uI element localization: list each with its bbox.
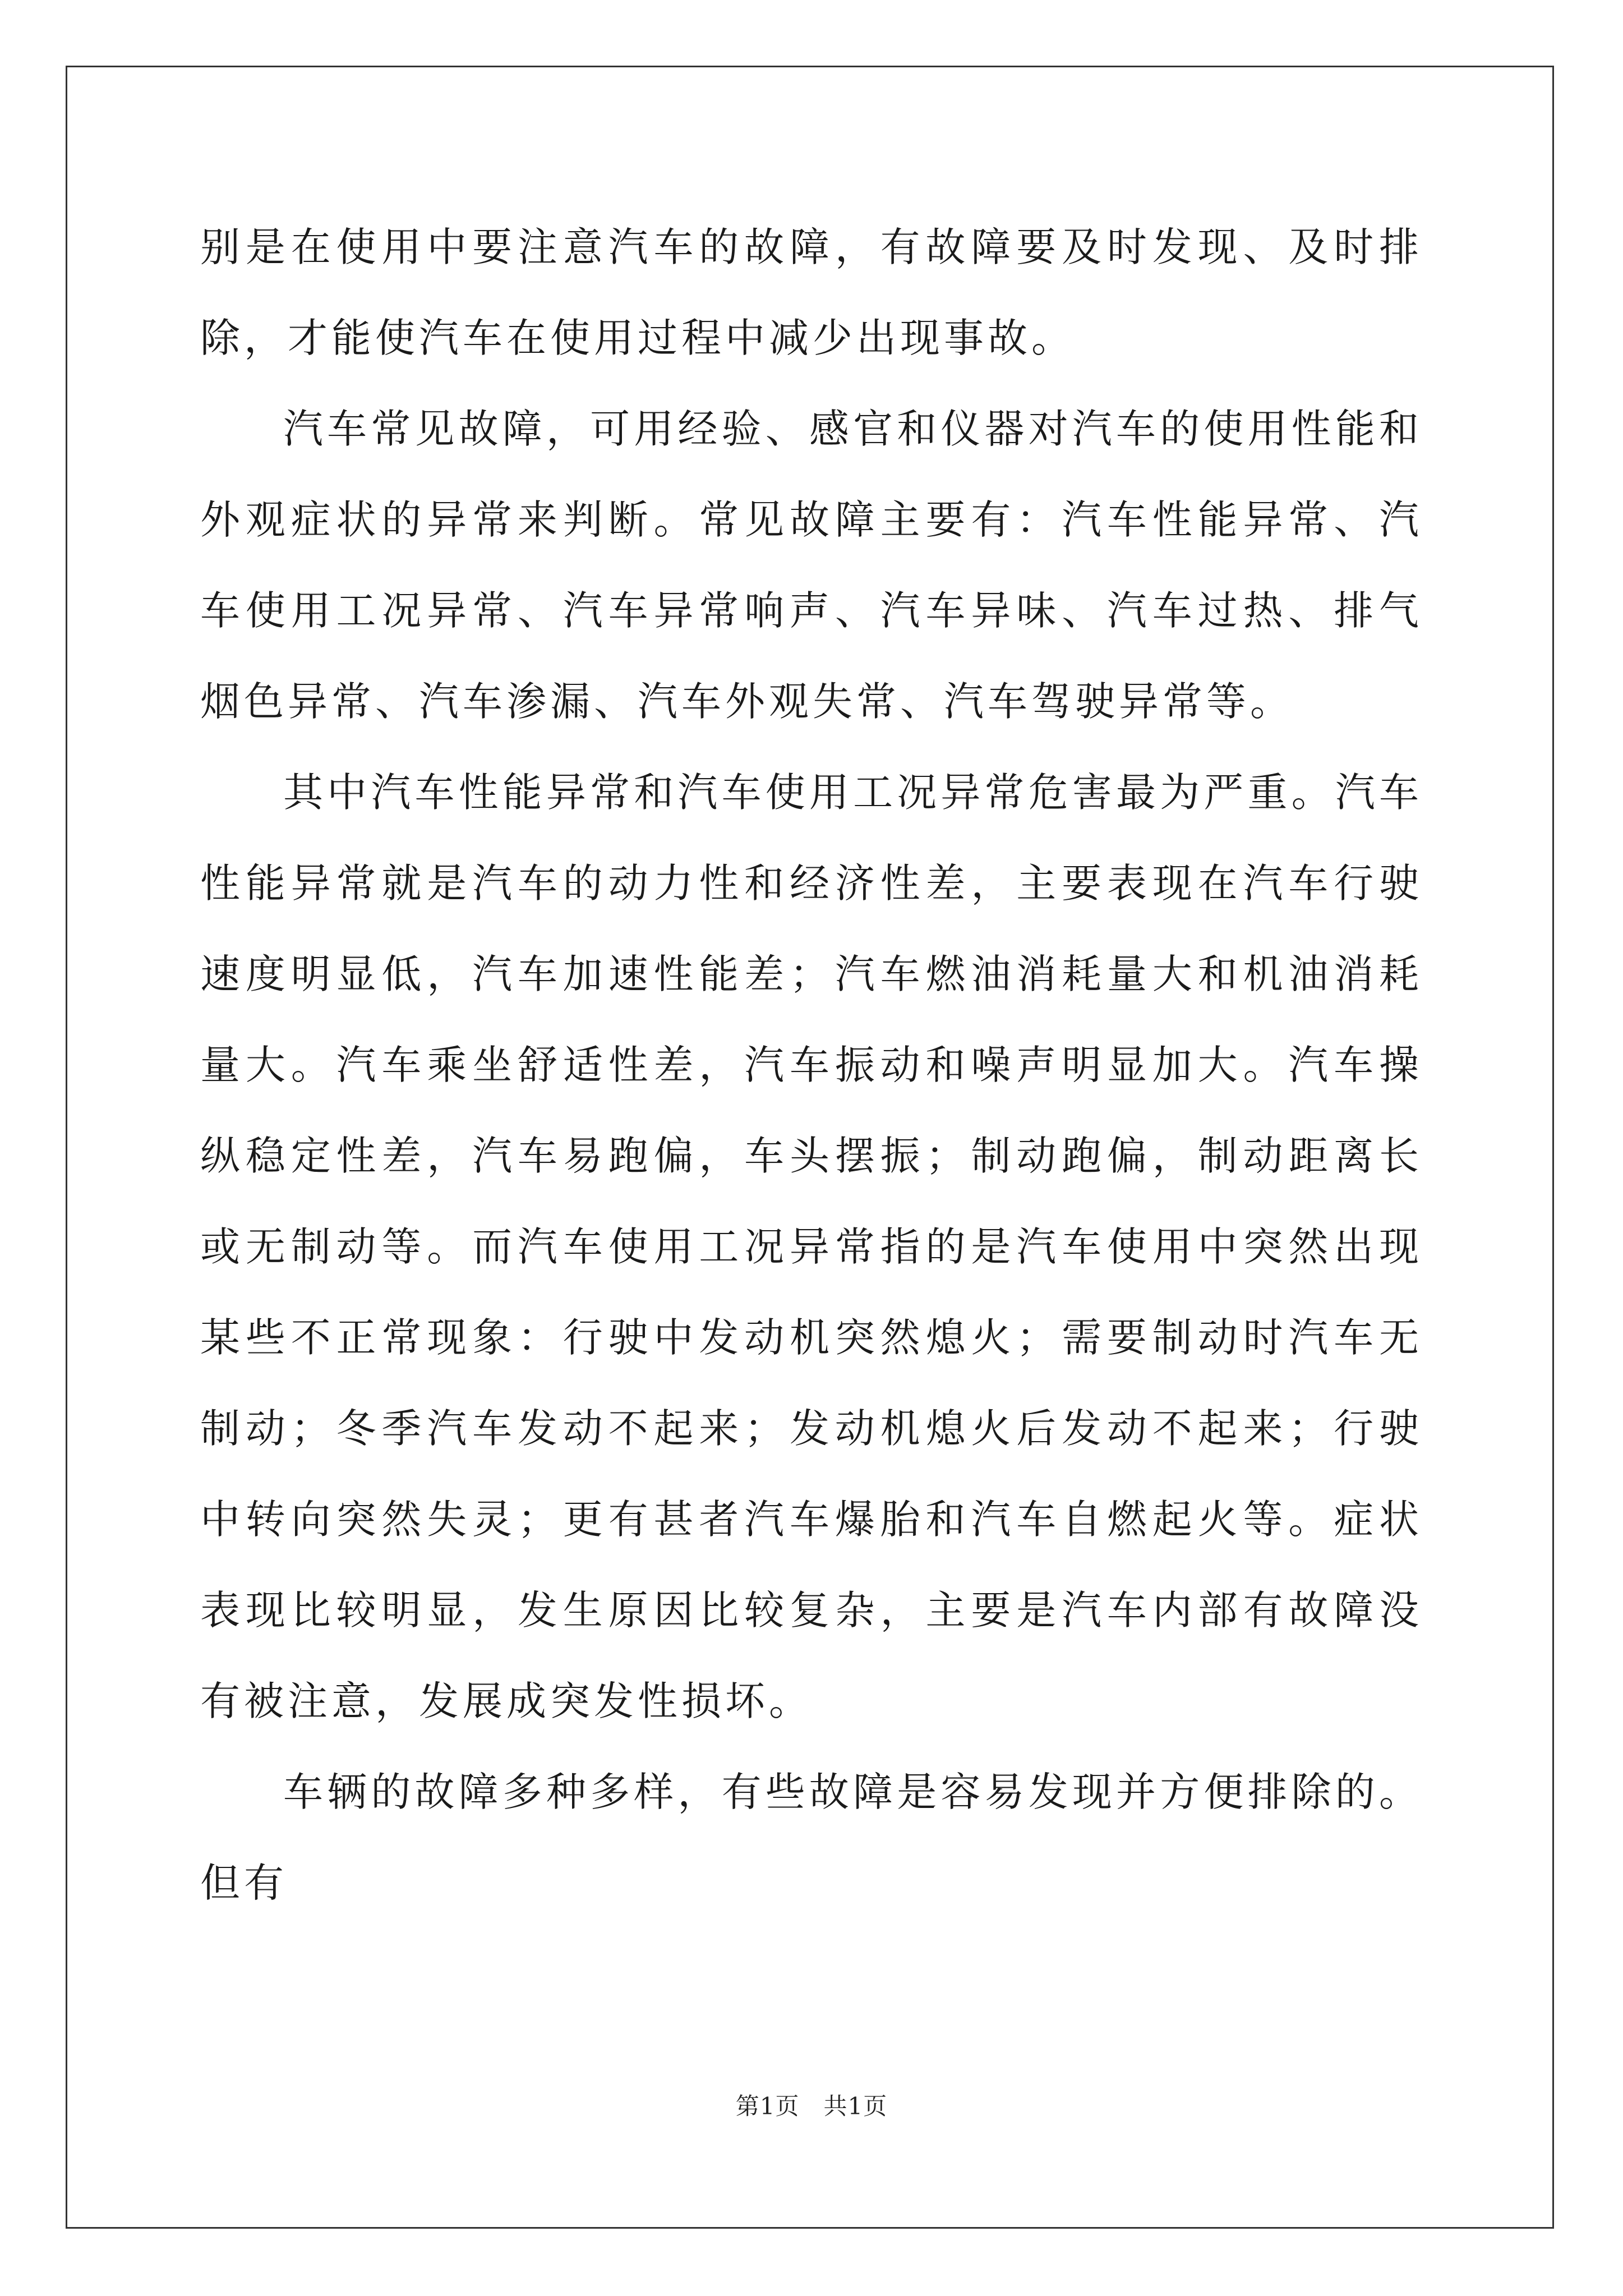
paragraph-3: 其中汽车性能异常和汽车使用工况异常危害最为严重。汽车性能异常就是汽车的动力性和经济性差，主要表现在汽车行驶速度明显低，汽车加速性能差；汽车燃油消耗量大和机油消耗量大。汽车乘坐舒适性差，汽车振动和噪声明显加大。汽车操纵稳定性差，汽车易跑偏，车头摆振；制动跑偏，制动距离长或无制动等。而汽车使用工况异常指的是汽车使用中突然出现某些不正常现象：行驶中发动机突然熄火；需要制动时汽车无制动；冬季汽车发动不起来；发动机熄火后发动不起来；行驶中转向突然失灵；更有甚者汽车爆胎和汽车自燃起火等。症状表现比较明显，发生原因比较复杂，主要是汽车内部有故障没有被注意，发展成突发性损坏。 [200,769,1423,1724]
document-body [200,202,1423,1929]
paragraph-2: 汽车常见故障，可用经验、感官和仪器对汽车的使用性能和外观症状的异常来判断。常见故障主要有：汽车性能异常、汽车使用工况异常、汽车异常响声、汽车异味、汽车过热、排气烟色异常、汽车渗漏、汽车外观失常、汽车驾驶异常等。 [200,406,1423,725]
paragraph-1: 别是在使用中要注意汽车的故障，有故障要及时发现、及时排除，才能使汽车在使用过程中减少出现事故。 [200,224,1423,361]
paragraph-4: 车辆的故障多种多样，有些故障是容易发现并方便排除的。但有 [200,1769,1423,1906]
page-number-footer: 第1页 共1页 [735,2092,888,2120]
